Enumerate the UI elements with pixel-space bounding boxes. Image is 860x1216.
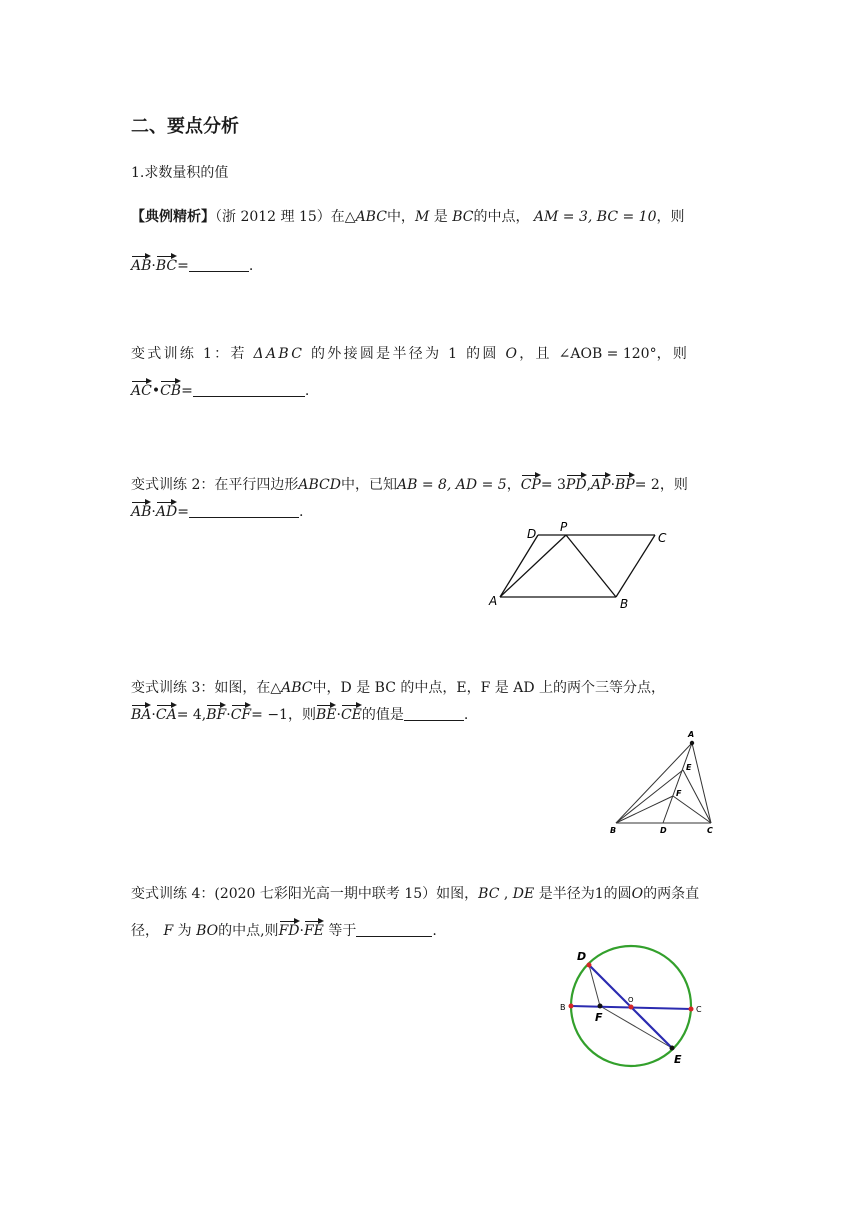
vector-pd: PD	[565, 477, 587, 493]
vector-bc: BC	[155, 258, 178, 274]
vector-fd: FD	[278, 923, 300, 939]
example-0-line-1	[131, 207, 731, 227]
example-source: （浙 2012 理 15）在△	[215, 209, 356, 225]
label-o: O	[628, 996, 634, 1004]
answer-blank[interactable]	[356, 922, 432, 937]
vector-bf: BF	[206, 707, 227, 723]
text: 的外接圆是半径为 1 的圆	[310, 346, 499, 362]
vector-ca: CA	[155, 707, 177, 723]
exercise-label: 变式训练 1：若	[131, 346, 247, 362]
triangle-figure	[606, 726, 726, 838]
bullet-operator: •	[151, 383, 161, 399]
point-m: M	[414, 209, 430, 225]
text: 是	[494, 680, 509, 696]
label-d: D	[660, 826, 667, 835]
equals: =	[181, 383, 193, 399]
vector-ad: AD	[155, 504, 178, 520]
text: 的中点，	[400, 680, 457, 696]
example-3-line-1	[131, 678, 731, 698]
example-4-line-1	[131, 884, 731, 904]
text: 的中点,则	[218, 923, 279, 939]
edge-bc	[616, 535, 655, 597]
text: 的中点，	[473, 209, 530, 225]
label-b: B	[610, 826, 617, 835]
point-o: O	[505, 346, 520, 362]
vector-be: BE	[315, 707, 337, 723]
comma: ，	[466, 680, 481, 696]
text: ，则	[656, 209, 685, 225]
label-b: B	[560, 1003, 566, 1012]
label-a: A	[489, 594, 498, 608]
vector-cp: CP	[520, 477, 541, 493]
parallelogram-name: ABCD	[298, 477, 341, 493]
comma: ，	[506, 477, 521, 493]
vector-cf: CF	[230, 707, 252, 723]
label-f: F	[676, 789, 682, 798]
exercise-label: 变式训练 2：在平行四边形	[131, 477, 299, 493]
label-a: A	[688, 730, 695, 739]
text: ，则	[659, 477, 688, 493]
subsection-title: 1.求数量积的值	[131, 165, 229, 181]
edge-ab	[616, 743, 692, 823]
segment-ce	[683, 770, 711, 823]
vector-ap: AP	[591, 477, 611, 493]
text: 中，	[312, 680, 341, 696]
label-e: E	[686, 763, 692, 772]
point-e-dot	[670, 1046, 675, 1051]
vector-ce: CE	[340, 707, 362, 723]
period: .	[304, 383, 310, 399]
label-b: B	[620, 597, 629, 611]
dot-operator: ·	[151, 707, 156, 723]
period: .	[298, 504, 304, 520]
example-1-line-2	[131, 381, 731, 401]
vector-fe: FE	[303, 923, 324, 939]
answer-blank[interactable]	[189, 503, 299, 518]
text: ，则	[287, 707, 316, 723]
point-c-dot	[689, 1007, 694, 1012]
example-prefix: 【典例精析】	[131, 209, 215, 225]
point-o-dot	[629, 1005, 634, 1010]
dot-operator: ·	[336, 707, 341, 723]
vector-bp: BP	[615, 477, 635, 493]
equals: =	[177, 504, 189, 520]
text: 径，	[131, 923, 159, 939]
label-d: D	[577, 950, 587, 963]
point-o: O	[631, 886, 644, 902]
text: 的圆	[603, 886, 632, 902]
equals: =	[177, 258, 189, 274]
period: .	[248, 258, 254, 274]
answer-blank[interactable]	[189, 257, 249, 272]
answer-blank[interactable]	[193, 382, 305, 397]
text: 的值是	[361, 707, 404, 723]
point-d-dot	[587, 963, 592, 968]
text: 中，	[386, 209, 415, 225]
dot-operator: ·	[226, 707, 231, 723]
vector-ab: AB	[131, 504, 152, 520]
label-c: C	[707, 826, 713, 835]
equals-2: = 2	[634, 477, 660, 493]
point-f: F	[480, 680, 491, 696]
radius-value: 1	[594, 886, 604, 902]
label-e: E	[674, 1053, 682, 1066]
parallelogram-figure	[480, 518, 680, 614]
triangle-name: ABC	[355, 209, 387, 225]
vector-ac: AC	[131, 383, 152, 399]
label-d: D	[527, 527, 537, 541]
point-b-dot	[569, 1004, 574, 1009]
text: 是半径为	[538, 886, 595, 902]
comma: ,	[201, 707, 207, 723]
dot-operator: ·	[151, 504, 156, 520]
example-3-line-2	[131, 705, 731, 725]
text: 等于	[328, 923, 357, 939]
label-c: C	[658, 531, 667, 545]
label-p: P	[560, 520, 568, 534]
point-e: E	[456, 680, 467, 696]
label-f: F	[595, 1011, 603, 1024]
period: .	[463, 707, 469, 723]
text: ，且	[519, 346, 552, 362]
text: 是	[356, 680, 371, 696]
point-f: F	[163, 923, 174, 939]
dot-operator: ·	[610, 477, 616, 493]
example-2-line-1	[131, 475, 731, 495]
equals-minus-1: = −1	[251, 707, 288, 723]
point-d: D	[340, 680, 352, 696]
example-1-line-1	[131, 344, 731, 364]
text: ，则	[656, 346, 690, 362]
text: 的两条直	[643, 886, 700, 902]
comma: ,	[503, 886, 509, 902]
triangle-name: ABC	[281, 680, 313, 696]
segment-bo: BO	[196, 923, 219, 939]
comma: ,	[586, 477, 592, 493]
segment-bc: BC	[478, 886, 500, 902]
condition: ∠AOB = 120°	[558, 346, 657, 362]
segment-de: DE	[512, 886, 535, 902]
section-title: 二、要点分析	[131, 116, 239, 137]
segment-ad: AD	[513, 680, 535, 696]
example-4-line-2	[131, 921, 731, 941]
label-c: C	[696, 1005, 702, 1014]
triangle-name: ΔABC	[253, 346, 305, 362]
exercise-label: 变式训练 4：(2020 七彩阳光高一期中联考 15）如图，	[131, 886, 479, 902]
answer-blank[interactable]	[404, 706, 464, 721]
segment-bc: BC	[374, 680, 396, 696]
point-a-dot	[690, 741, 694, 745]
circle-figure	[555, 940, 715, 1075]
vector-ba: BA	[131, 707, 152, 723]
vector-ab: AB	[131, 258, 152, 274]
text: 中，已知	[340, 477, 397, 493]
condition: AB = 8, AD = 5	[396, 477, 507, 493]
dot-operator: ·	[299, 923, 304, 939]
exercise-label: 变式训练 3：如图，在△	[131, 680, 282, 696]
condition: AM = 3, BC = 10	[533, 209, 657, 225]
point-f-dot	[598, 1004, 603, 1009]
equals-4: = 4	[176, 707, 202, 723]
text: 是	[433, 209, 448, 225]
vector-cb: CB	[160, 383, 182, 399]
dot-operator: ·	[151, 258, 156, 274]
example-0-line-2	[131, 256, 731, 276]
segment-bc: BC	[452, 209, 474, 225]
text: 上的两个三等分点，	[539, 680, 666, 696]
equals-3: = 3	[540, 477, 566, 493]
segment-bp	[566, 535, 616, 597]
period: .	[432, 923, 437, 939]
text: 为	[177, 923, 192, 939]
